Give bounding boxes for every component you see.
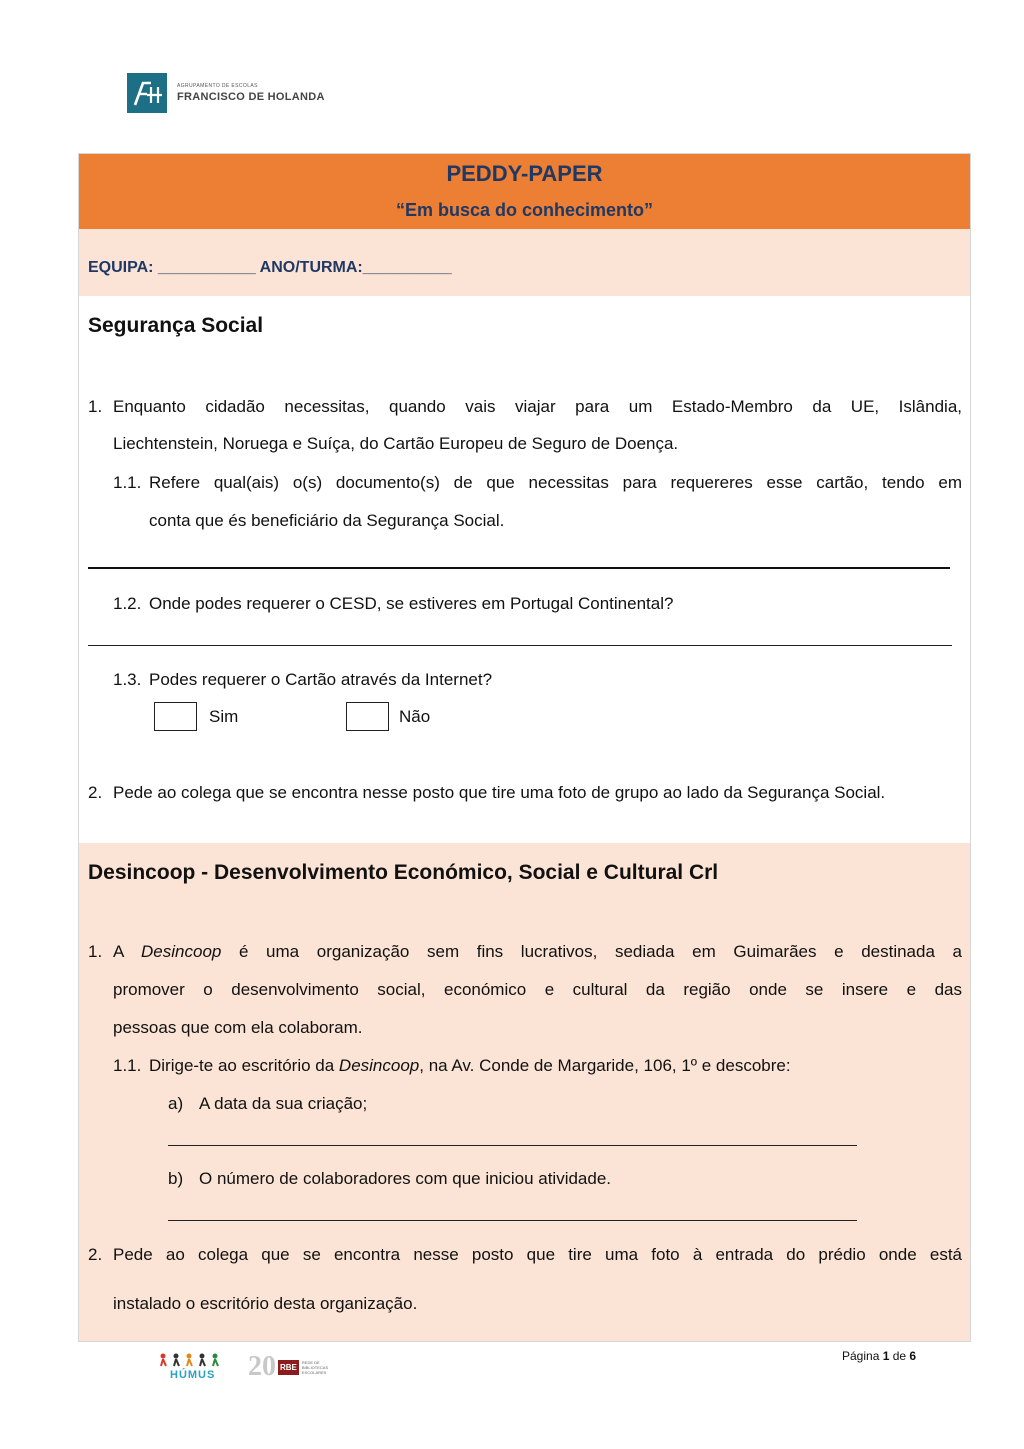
school-logo [127,73,325,113]
option-label-nao: Não [399,707,431,726]
question-text: Refere qual(ais) o(s) documento(s) de que necessitas para requereres esse cartão, tendo em [149,473,962,492]
answer-line[interactable] [168,1145,857,1146]
answer-line[interactable] [88,645,952,646]
rbe-20-anniversary-logo [248,1352,328,1382]
form-frame [78,153,971,1342]
fh-logo-icon [127,73,167,113]
logo-main-text: FRANCISCO DE HOLANDA [177,90,325,103]
team-row [79,229,970,297]
anniversary-number: 20 [248,1351,276,1382]
question-number: 1.2. [113,594,142,613]
question-text: Pede ao colega que se encontra nesse posto que tire uma foto à entrada do prédio onde está [113,1245,962,1264]
question-text: conta que és beneficiário da Segurança Social. [149,511,505,530]
question-number: 1.3. [113,670,142,689]
rbe-badge: RBE [278,1360,299,1375]
answer-line[interactable] [88,567,950,569]
page-title: PEDDY-PAPER [446,161,603,186]
question-text: instalado o escritório desta organização. [113,1294,418,1313]
question-text: Dirige-te ao escritório da Desincoop, na Av. Conde de Margaride, 106, 1º e descobre: [149,1056,791,1075]
question-text: Enquanto cidadão necessitas, quando vais viajar para um Estado-Membro da UE, Islândia, [113,397,962,416]
question-text: promover o desenvolvimento social, económico e cultural da região onde se insere e das [113,980,962,999]
question-number: 2. [88,783,103,802]
section-title: Desincoop - Desenvolvimento Económico, Social e Cultural Crl [88,861,719,884]
checkbox-sim[interactable] [154,702,197,731]
footer-logos [158,1352,328,1382]
question-number: 1.1. [113,1056,142,1075]
question-text: pessoas que com ela colaboram. [113,1018,363,1037]
question-number: 1. [88,942,103,961]
sub-item-label: a) [168,1094,184,1113]
section-desincoop [79,843,970,1341]
page-number: Página 1 de 6 [842,1349,917,1363]
title-header [79,154,970,229]
question-text: A Desincoop é uma organização sem fins lucrativos, sediada em Guimarães e destinada a [113,942,962,961]
humus-logo [158,1352,226,1382]
question-text: Pede ao colega que se encontra nesse posto que tire uma foto de grupo ao lado da Segurança Social. [113,783,886,802]
question-number: 2. [88,1245,103,1264]
team-class-line: EQUIPA: ___________ ANO/TURMA:__________ [88,259,452,276]
page-subtitle: “Em busca do conhecimento” [395,200,654,220]
question-number: 1. [88,397,103,416]
sub-item-label: b) [168,1169,184,1188]
answer-line[interactable] [168,1220,857,1221]
rbe-text-3: ESCOLARES [301,1369,327,1375]
question-text: Liechtenstein, Noruega e Suíça, do Cartão Europeu de Seguro de Doença. [113,434,679,453]
sub-item-text: O número de colaboradores com que iniciou atividade. [199,1169,612,1188]
humus-label: HÚMUS [170,1369,216,1381]
section-title: Segurança Social [88,314,264,337]
rbe-text-1: REDE DE [301,1359,320,1365]
rbe-text-2: BIBLIOTECAS [301,1364,329,1370]
question-number: 1.1. [113,473,142,492]
question-text: Podes requerer o Cartão através da Internet? [149,670,493,689]
section-seguranca-social [79,296,970,844]
logo-small-text: AGRUPAMENTO DE ESCOLAS [177,82,258,89]
checkbox-nao[interactable] [346,702,389,731]
sub-item-text: A data da sua criação; [199,1094,368,1113]
question-text: Onde podes requerer o CESD, se estiveres em Portugal Continental? [149,594,674,613]
option-label-sim: Sim [209,707,239,726]
